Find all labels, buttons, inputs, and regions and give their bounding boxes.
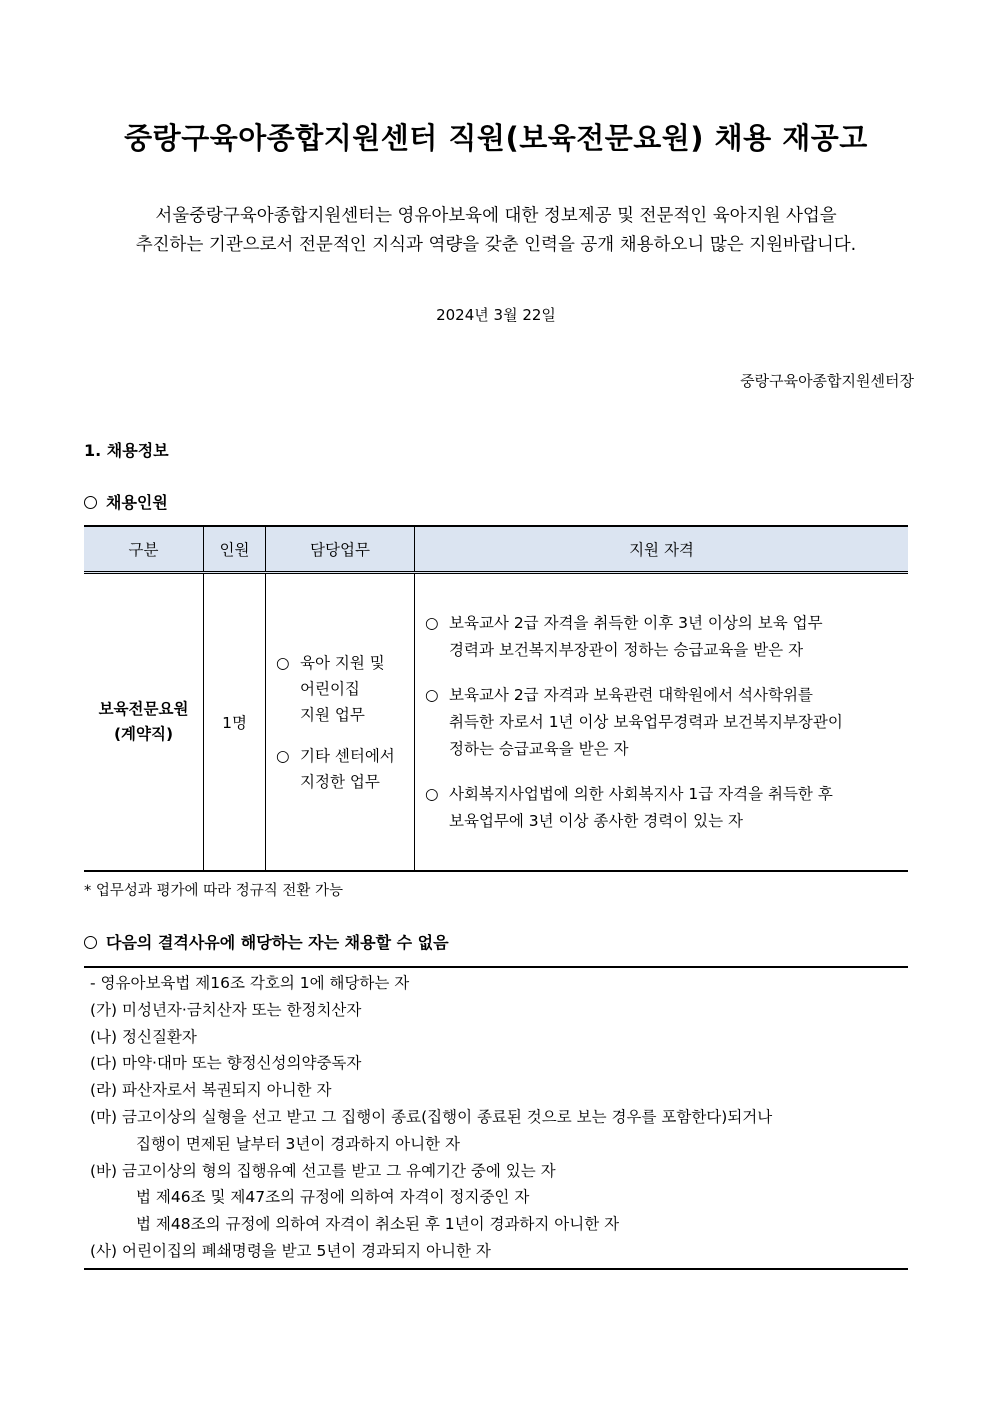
cell-qualifications bbox=[415, 573, 909, 872]
intro-line: 서울중랑구육아종합지원센터는 영유아보육에 대한 정보제공 및 전문적인 육아지원 사업을 bbox=[155, 206, 837, 226]
header-headcount: 인원 bbox=[204, 526, 266, 573]
duty-line: 어린이집 bbox=[300, 679, 360, 698]
circle-bullet-icon bbox=[84, 496, 97, 509]
section-heading-recruitment-info: 1. 채용정보 bbox=[84, 441, 169, 460]
position-type: (계약직) bbox=[113, 725, 174, 743]
recruitment-table bbox=[84, 525, 908, 872]
announcement-date: 2024년 3월 22일 bbox=[436, 306, 556, 324]
duty-line: 지정한 업무 bbox=[300, 772, 380, 791]
qualification-line: 취득한 자로서 1년 이상 보육업무경력과 보건복지부장관이 bbox=[449, 712, 843, 731]
page-title: 중랑구육아종합지원센터 직원(보육전문요원) 채용 재공고 bbox=[124, 121, 868, 155]
header-qualifications: 지원 자격 bbox=[415, 526, 909, 573]
intro-line: 추진하는 기관으로서 전문적인 지식과 역량을 갖춘 인력을 공개 채용하오니 많은 지원바랍니다. bbox=[135, 235, 857, 255]
duty-line: 지원 업무 bbox=[300, 705, 365, 724]
duty-item bbox=[276, 650, 414, 728]
table-header-row bbox=[84, 526, 908, 573]
circle-mark-icon: ○ bbox=[276, 746, 290, 765]
duty-item bbox=[276, 743, 414, 795]
circle-mark-icon: ○ bbox=[425, 613, 439, 632]
cell-duties bbox=[266, 573, 415, 872]
qualification-item bbox=[425, 682, 908, 763]
header-duties: 담당업무 bbox=[266, 526, 415, 573]
list-item: 법 제46조 및 제47조의 규정에 의하여 자격이 정지중인 자 bbox=[136, 1188, 530, 1207]
qualification-line: 사회복지사업법에 의한 사회복지사 1급 자격을 취득한 후 bbox=[449, 784, 833, 803]
cell-headcount: 1명 bbox=[204, 573, 266, 872]
list-item: 집행이 면제된 날부터 3년이 경과하지 아니한 자 bbox=[136, 1134, 460, 1153]
header-category: 구분 bbox=[84, 526, 204, 573]
subheading-text: 채용인원 bbox=[106, 493, 168, 512]
subheading-text: 다음의 결격사유에 해당하는 자는 채용할 수 없음 bbox=[106, 933, 449, 952]
list-item: (나) 정신질환자 bbox=[90, 1027, 197, 1046]
table-row bbox=[84, 573, 908, 872]
circle-mark-icon: ○ bbox=[425, 784, 439, 803]
qualification-line: 정하는 승급교육을 받은 자 bbox=[449, 739, 629, 758]
qualification-line: 보육업무에 3년 이상 종사한 경력이 있는 자 bbox=[449, 811, 743, 830]
qualification-line: 경력과 보건복지부장관이 정하는 승급교육을 받은 자 bbox=[449, 640, 804, 659]
list-item: (라) 파산자로서 복권되지 아니한 자 bbox=[90, 1081, 332, 1100]
circle-mark-icon: ○ bbox=[276, 653, 290, 672]
intro-paragraph bbox=[60, 202, 932, 260]
subheading-disqualification bbox=[84, 930, 449, 953]
list-item: - 영유아보육법 제16조 각호의 1에 해당하는 자 bbox=[90, 974, 410, 992]
disqualification-list bbox=[84, 966, 908, 1270]
qualification-line: 보육교사 2급 자격을 취득한 이후 3년 이상의 보육 업무 bbox=[449, 613, 823, 632]
signer: 중랑구육아종합지원센터장 bbox=[740, 372, 914, 390]
list-item: (다) 마약·대마 또는 향정신성의약중독자 bbox=[90, 1054, 362, 1073]
conversion-note: * 업무성과 평가에 따라 정규직 전환 가능 bbox=[84, 883, 344, 899]
list-item: (사) 어린이집의 폐쇄명령을 받고 5년이 경과되지 아니한 자 bbox=[90, 1241, 491, 1260]
list-item: (마) 금고이상의 실형을 선고 받고 그 집행이 종료(집행이 종료된 것으로 보는 경우를 포함한다)되거나 bbox=[90, 1107, 773, 1126]
duty-line: 기타 센터에서 bbox=[300, 746, 395, 765]
cell-position bbox=[84, 573, 204, 872]
position-name: 보육전문요원 bbox=[98, 700, 189, 718]
qualification-item bbox=[425, 781, 908, 835]
list-item: (가) 미성년자·금치산자 또는 한정치산자 bbox=[90, 1000, 362, 1019]
list-item: 법 제48조의 규정에 의하여 자격이 취소된 후 1년이 경과하지 아니한 자 bbox=[136, 1215, 620, 1234]
qualification-item bbox=[425, 610, 908, 664]
duty-line: 육아 지원 및 bbox=[300, 653, 385, 672]
subheading-recruit bbox=[84, 490, 168, 513]
circle-bullet-icon bbox=[84, 936, 97, 949]
circle-mark-icon: ○ bbox=[425, 685, 439, 704]
qualification-line: 보육교사 2급 자격과 보육관련 대학원에서 석사학위를 bbox=[449, 685, 813, 704]
list-item: (바) 금고이상의 형의 집행유예 선고를 받고 그 유예기간 중에 있는 자 bbox=[90, 1161, 556, 1180]
